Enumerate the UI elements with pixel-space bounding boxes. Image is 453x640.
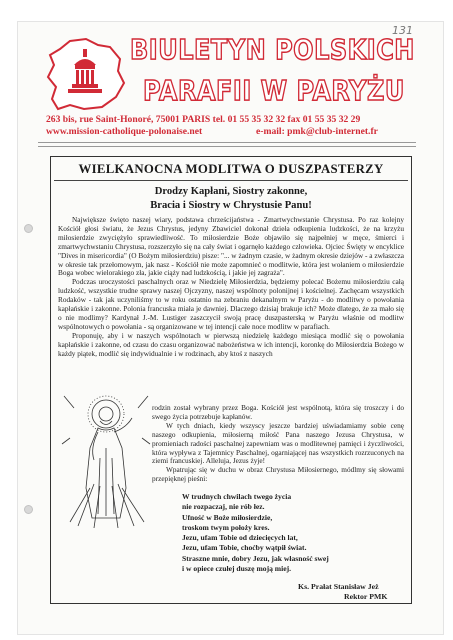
paragraph: Proponuję, aby i w naszych wspólnotach w pierwszą niedzielę każdego miesiąca modlić się o powołania kapłańskie i zakonne, od czasu do czasu organizować nabożeństwa w ich intencji, koronkę do Miłosierdzia Bożego w każdy piątek, modlić się indywidualnie i w rodzinach, aby ktoś z naszych xyxy=(58,330,404,358)
website-link[interactable]: www.mission-catholique-polonaise.net xyxy=(46,126,203,137)
article-body-full xyxy=(58,216,404,359)
hymn-verses xyxy=(182,492,329,574)
hymn-line: Ufność w Boże miłosierdzie, xyxy=(182,512,273,522)
paragraph: Wpatrując się w duchu w obraz Chrystusa Miłosiernego, módlmy się słowami przepięknej pieśni: xyxy=(152,465,404,484)
article-title: WIELKANOCNA MODLITWA O DUSZPASTERZY xyxy=(78,162,384,176)
paragraph: Największe święto naszej wiary, podstawa chrześcijaństwa - Zmartwychwstanie Chrystusa. Po raz kolejny Kościół głosi światu, że Jezus Chrystus, jedyny Zbawiciel dokonał dzieła odkupienia ludzkości, że na krzyżu miłosierdzie zwyciężyło sprawiedliwość. To miłosierdzie Boże objawiło się najpełniej w męce, śmierci i zmartwychwstaniu Chrystusa, rozszerzyło się na cały świat i ogarnęło każdego człowieka. Ojciec Święty w encyklice "Dives in misericordia" (O Bożym miłosierdziu) pisze: "... w żadnym czasie, w żadnym okresie dziejów - a zwłaszcza w okresie tak przełomowym, jak nasz - Kościół nie może zapomnieć o modlitwie, która jest wołaniem o miłosierdzie Boga wobec wielorakiego zła, jakie ciąży nad ludzkością, i jakie jej zagraża". xyxy=(58,215,404,278)
bulletin-title-line1: BIULETYN POLSKICH xyxy=(130,33,415,67)
paragraph: W tych dniach, kiedy wszyscy jeszcze bardziej uświadamiamy sobie cenę naszego odkupienia, miłosierną miłość Pana naszego Jezusa Chrystusa, w promieniach radości paschalnej zapewniam was o modlitewnej pamięci i życzliwości, która wypływa z Tajemnicy Paschalnej, ogarniającej nas wszystkich rozrzuconych na ziemi francuskiej. Alleluja, Jezus żyje! xyxy=(152,420,404,466)
hymn-line: Jezu, ufam Tobie, choćby wątpił świat. xyxy=(182,543,307,553)
page-number: 131 xyxy=(392,24,413,37)
article-body-right xyxy=(152,404,404,484)
header-divider xyxy=(38,142,416,143)
punch-hole xyxy=(24,224,33,233)
contact-line xyxy=(46,126,378,137)
paragraph: rodzin został wybrany przez Boga. Kościół jest wspólnotą, która się troszczy i do swego życia potrzebuje kapłanów. xyxy=(152,403,404,421)
paragraph: Podczas uroczystości paschalnych oraz w Niedzielę Miłosierdzia, będziemy polecać Bożemu miłosierdziu całą ludzkość, wszystkie trudne sprawy naszej Ojczyzny, naszej wspólnoty polonijnej i kościelnej. Zachęcam wszystkich Rodaków - tak jak uczyniliśmy to w roku ostatnio na zebraniu dekanalnym w Paryżu - do modlitwy o powołania kapłańskie i zakonne. Polonia francuska miała je dawniej. Dlaczego dzisiaj brakuje ich? Może dlatego, że za mało się o nie modlimy? Kardynał J.-M. Lustiger zaszczycił swoją pracę duszpasterską w Paryżu właśnie od modlitw wspólnotowych o powołania - są organizowane w tej intencji całe noce modlitw w parafiach. xyxy=(58,277,404,331)
signature-name: Ks. Prałat Stanisław Jeż xyxy=(298,582,379,591)
email-link[interactable]: e-mail: pmk@club-internet.fr xyxy=(256,126,378,137)
hymn-line: Straszne mnie, dobry Jezu, jak własność swej xyxy=(182,553,329,563)
address-line: 263 bis, rue Saint-Honoré, 75001 PARIS tel. 01 55 35 32 32 fax 01 55 35 32 29 xyxy=(46,114,361,125)
header-divider xyxy=(38,146,416,147)
hymn-line: nie rozpaczaj, nie rób łez. xyxy=(182,502,265,512)
bulletin-title-line2: PARAFII W PARYŻU xyxy=(143,74,405,108)
parish-logo-icon xyxy=(40,35,130,115)
signature-role: Rektor PMK xyxy=(344,592,388,601)
punch-hole xyxy=(24,505,33,514)
hymn-line: Jezu, ufam Tobie od dziecięcych lat, xyxy=(182,533,298,543)
title-divider xyxy=(54,180,408,181)
article-greeting-line1: Drodzy Kapłani, Siostry zakonne, xyxy=(154,186,308,197)
hymn-line: troskom twym położy kres. xyxy=(182,522,270,532)
hymn-line: W trudnych chwilach twego życia xyxy=(182,492,292,501)
divine-mercy-illustration-icon xyxy=(60,388,152,530)
hymn-line: i w opiece czułej duszę moją miej. xyxy=(182,564,292,574)
article-greeting-line2: Bracia i Siostry w Chrystusie Panu! xyxy=(150,200,312,211)
